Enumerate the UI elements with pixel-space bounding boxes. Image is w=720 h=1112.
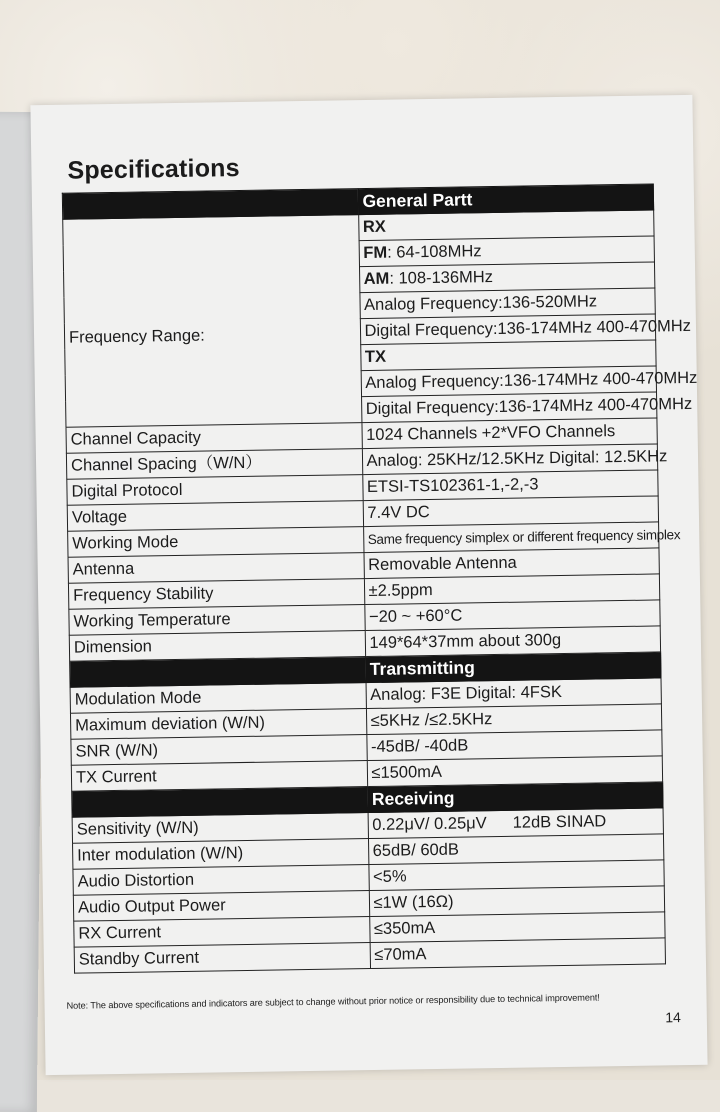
fm-label: FM: [363, 243, 388, 263]
specifications-table: [62, 183, 698, 973]
spec-value: Same frequency simplex or different frequency simplex: [363, 522, 659, 553]
spec-label: Maximum deviation (W/N): [70, 709, 366, 740]
tx-digital-frequency: Digital Frequency:136-174MHz 400-470MHz: [361, 392, 657, 423]
spec-label: Channel Spacing（W/N）: [66, 449, 362, 480]
spec-label: Modulation Mode: [70, 683, 366, 714]
rx-label: RX: [358, 210, 654, 241]
spec-value: 149*64*37mm about 300g: [365, 626, 661, 657]
spec-label: Dimension: [69, 631, 365, 662]
page-title: Specifications: [67, 153, 240, 185]
spec-label: Antenna: [68, 553, 364, 584]
am-value: : 108-136MHz: [389, 268, 494, 288]
spec-value: ≤1500mA: [367, 756, 663, 787]
sensitivity-value: 0.22μV/ 0.25μV: [372, 814, 487, 834]
spec-value: ETSI-TS102361-1,-2,-3: [362, 470, 658, 501]
spec-label: Digital Protocol: [67, 475, 363, 506]
manual-page: [30, 95, 707, 1075]
spec-value: ≤1W (16Ω): [369, 886, 665, 917]
spec-value: ≤350mA: [369, 912, 665, 943]
tx-label: TX: [360, 340, 656, 371]
spec-value: 65dB/ 60dB: [368, 834, 664, 865]
spec-label: Working Temperature: [69, 605, 365, 636]
spec-label: Standby Current: [74, 943, 370, 974]
spec-label: Audio Output Power: [73, 891, 369, 922]
frequency-range-label: Frequency Range:: [63, 215, 362, 428]
spec-label: TX Current: [71, 761, 367, 792]
sensitivity-label: Sensitivity (W/N): [72, 813, 368, 844]
spec-label: Inter modulation (W/N): [73, 839, 369, 870]
spec-value: 1024 Channels +2*VFO Channels: [361, 418, 657, 449]
spec-value: −20 ~ +60°C: [364, 600, 660, 631]
section-title-general: General Partt: [358, 184, 654, 215]
spec-label: Working Mode: [68, 527, 364, 558]
sensitivity-sinad: 12dB SINAD: [512, 812, 607, 832]
spec-value: ±2.5ppm: [364, 574, 660, 605]
am-label: AM: [363, 269, 390, 289]
spec-value: 7.4V DC: [363, 496, 659, 527]
section-title-transmitting: Transmitting: [365, 652, 661, 683]
spec-value: -45dB/ -40dB: [366, 730, 662, 761]
spec-label: Frequency Stability: [68, 579, 364, 610]
spec-label: Voltage: [67, 501, 363, 532]
spec-label: Channel Capacity: [66, 423, 362, 454]
spec-label: RX Current: [74, 917, 370, 948]
section-title-receiving: Receiving: [367, 782, 663, 813]
spec-value: <5%: [368, 860, 664, 891]
rx-analog-frequency: Analog Frequency:136-520MHz: [359, 288, 655, 319]
fm-value: : 64-108MHz: [386, 242, 482, 262]
rx-digital-frequency: Digital Frequency:136-174MHz 400-470MHz: [360, 314, 656, 345]
footnote: Note: The above specifications and indicators are subject to change without prior notice or responsibility due to technical improvement!: [66, 992, 600, 1011]
spec-value: Analog: 25KHz/12.5KHz Digital: 12.5KHz: [362, 444, 658, 475]
spec-value: ≤70mA: [370, 938, 666, 969]
page-number: 14: [665, 1009, 681, 1026]
spec-value: Removable Antenna: [363, 548, 659, 579]
spec-label: SNR (W/N): [71, 735, 367, 766]
spec-value: ≤5KHz /≤2.5KHz: [366, 704, 662, 735]
tx-analog-frequency: Analog Frequency:136-174MHz 400-470MHz: [361, 366, 657, 397]
spec-label: Audio Distortion: [73, 865, 369, 896]
spec-value: Analog: F3E Digital: 4FSK: [366, 678, 662, 709]
